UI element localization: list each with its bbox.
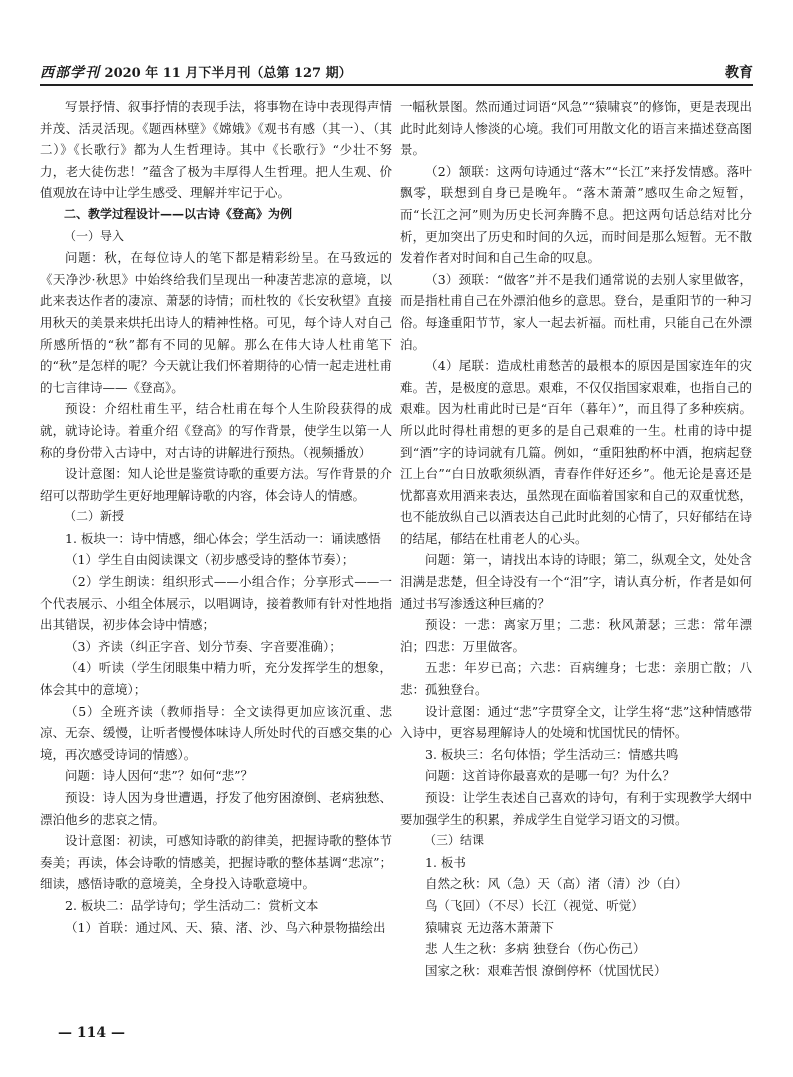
- subsection-heading: （二）新授: [64, 509, 125, 524]
- paragraph: （5）全班齐读（教师指导：全文读得更加应该沉重、悲凉、无奈、缓慢，让听者慢慢体味诗人所处时代的百感交集的心境，再次感受诗词的情感）。: [40, 703, 392, 762]
- blackboard-line: 悲 人生之秋：多病 独登台（伤心伤己）: [425, 941, 646, 957]
- paragraph: 问题：秋，在每位诗人的笔下都是精彩纷呈。在马致远的《天净沙·秋思》中始终给我们呈现出一种凄苦悲凉的意境，以此来表达作者的凄凉、萧瑟的诗情；而杜牧的《长安秋望》直接用秋天的美景来烘托出诗人的精神性格。可见，每个诗人对自己所感所悟的“秋”都有不同的见解。那么在伟大诗人杜甫笔下的“秋”是怎样的呢？今天就让我们怀着期待的心情一起走进杜甫的七言律诗——《登高》。: [40, 250, 392, 395]
- paragraph: 五悲：年岁已高；六悲：百病缠身；七悲：亲朋亡散；八悲：孤独登台。: [400, 660, 752, 698]
- paragraph: （2）颔联：这两句诗通过“落木”“长江”来抒发情感。落叶飘零，联想到自身已是晚年。“落木萧萧”感叹生命之短暂，而“长江之河”则为历史长河奔腾不息。把这两句话总结对比分析，更加突出了历史和时间的久远，而时间是那么短暂。无不散发着作者对时间和自己生命的叹息。: [400, 163, 752, 266]
- paragraph: 1. 板块一：诗中情感，细心体会；学生活动一：诵读感悟: [65, 530, 381, 546]
- paragraph: 设计意图：通过“悲”字贯穿全文，让学生将“悲”这种情感带入诗中，更容易理解诗人的处境和忧国忧民的情怀。: [400, 703, 752, 741]
- header-rule: [40, 84, 753, 86]
- subsection-heading: （三）结课: [424, 833, 485, 848]
- paragraph: 预设：让学生表述自己喜欢的诗句，有利于实现教学大纲中要加强学生的积累，养成学生自觉学习语文的习惯。: [400, 790, 752, 827]
- paragraph: 问题：这首诗你最喜欢的是哪一句？为什么？: [425, 768, 676, 784]
- right-column: [400, 96, 752, 981]
- paragraph: 设计意图：知人论世是鉴赏诗歌的重要方法。写作背景的介绍可以帮助学生更好地理解诗歌的内容，体会诗人的情感。: [40, 466, 392, 503]
- paragraph: （1）首联：通过风、天、猿、渚、沙、鸟六种景物描绘出: [65, 919, 386, 935]
- subsection-heading: （一）导入: [64, 228, 125, 243]
- page-number: — 114 —: [58, 1025, 125, 1041]
- section-label: 教育: [725, 65, 753, 81]
- paragraph: 预设：诗人因为身世遭遇，抒发了他穷困潦倒、老病独愁、漂泊他乡的悲哀之情。: [40, 790, 392, 827]
- paragraph: （3）齐读（纠正字音、划分节奏、字音要准确）；: [65, 638, 342, 654]
- paragraph: 1. 板书: [425, 854, 466, 870]
- blackboard-line: 猿啸哀 无边落木萧萧下: [425, 919, 554, 935]
- paragraph: 设计意图：初读，可感知诗歌的韵律美，把握诗歌的整体节奏美；再读，体会诗歌的情感美，把握诗歌的整体基调“悲凉”；细读，感悟诗歌的意境美，全身投入诗歌意境中。: [40, 833, 392, 892]
- paragraph: （4）听读（学生闭眼集中精力听，充分发挥学生的想象，体会其中的意境）；: [40, 660, 392, 698]
- journal-logo: 西部学刊: [40, 65, 100, 81]
- paragraph: （2）学生朗读：组织形式——小组合作；分享形式——一个代表展示、小组全体展示，以唱调诗，接着教师有针对性地指出其错误，初步体会诗中情感；: [40, 574, 392, 633]
- paragraph: 预设：介绍杜甫生平，结合杜甫在每个人生阶段获得的成就，就诗论诗。着重介绍《登高》的写作背景，使学生以第一人称的身份带入古诗中，对古诗的讲解进行预热。（视频播放）: [40, 401, 392, 460]
- paragraph: 预设：一悲：离家万里；二悲：秋风萧瑟；三悲：常年漂泊；四悲：万里做客。: [400, 617, 752, 654]
- paragraph: 问题：第一，请找出本诗的诗眼；第二，纵观全文，处处含泪满是悲楚，但全诗没有一个“泪”字，请认真分析，作者是如何通过书写渗透这种巨痛的？: [400, 552, 752, 611]
- paragraph: （1）学生自由阅读课文（初步感受诗的整体节奏）；: [65, 552, 355, 568]
- paragraph: 3. 板块三：名句体悟；学生活动三：情感共鸣: [425, 746, 679, 762]
- paragraph: 写景抒情、叙事抒情的表现手法，将事物在诗中表现得声情并茂、活灵活现。《题西林壁》《嫦娥》《观书有感（其一）、（其二）》《长歌行》都为人生哲理诗。其中《长歌行》“少壮不努力，老大徒伤悲！”蕴含了极为丰厚得人生哲理。把人生观、价值观放在诗中让学生感受、理解并牢记于心。: [40, 99, 392, 201]
- blackboard-line: 自然之秋：风（急）天（高）渚（清）沙（白）: [425, 876, 688, 892]
- blackboard-line: 鸟（飞回）（不尽）长江（视觉、听觉）: [425, 897, 644, 913]
- section-heading: 二、教学过程设计——以古诗《登高》为例: [64, 206, 293, 221]
- paragraph: （4）尾联：造成杜甫愁苦的最根本的原因是国家连年的灾难。苦，是极度的意思。艰难，不仅仅指国家艰难，也指自己的艰难。因为杜甫此时已是“百年（暮年）”，而且得了多种疾病。所以此时得杜甫想的更多的是自己艰难的一生。杜甫的诗中提到“酒”字的诗词就有几篇。例如，“重阳独酌杯中酒，抱病起登江上台”“白日放歌须纵酒，青春作伴好还乡”。他无论是喜还是忧都喜欢用酒来表达，虽然现在面临着国家和自己的双重忧愁，也不能放纵自己以酒表达自己此时此刻的心情了，只好郁结在诗的结尾，郁结在杜甫老人的心头。: [400, 358, 752, 546]
- paragraph: 2. 板块二：品学诗句；学生活动二：赏析文本: [65, 897, 319, 913]
- issue-info: 2020 年 11 月下半月刊（总第 127 期）: [104, 66, 352, 81]
- paragraph: （3）颈联：“做客”并不是我们通常说的去别人家里做客，而是指杜甫自己在外漂泊他乡的意思。登台，是重阳节的一种习俗。每逢重阳节节，家人一起去祈福。而杜甫，只能自己在外漂泊。: [400, 271, 752, 352]
- left-column: [40, 96, 392, 938]
- page-header: [40, 60, 753, 84]
- journal-title: [40, 62, 352, 82]
- blackboard-line: 国家之秋：艰难苦恨 潦倒停杯（忧国忧民）: [425, 962, 667, 978]
- paragraph: 一幅秋景图。然而通过词语“风急”“猿啸哀”的修饰，更是表现出此时此刻诗人惨淡的心境。我们可用散文化的语言来描述登高图景。: [400, 99, 752, 158]
- paragraph: 问题：诗人因何“悲”？如何“悲”？: [65, 768, 254, 784]
